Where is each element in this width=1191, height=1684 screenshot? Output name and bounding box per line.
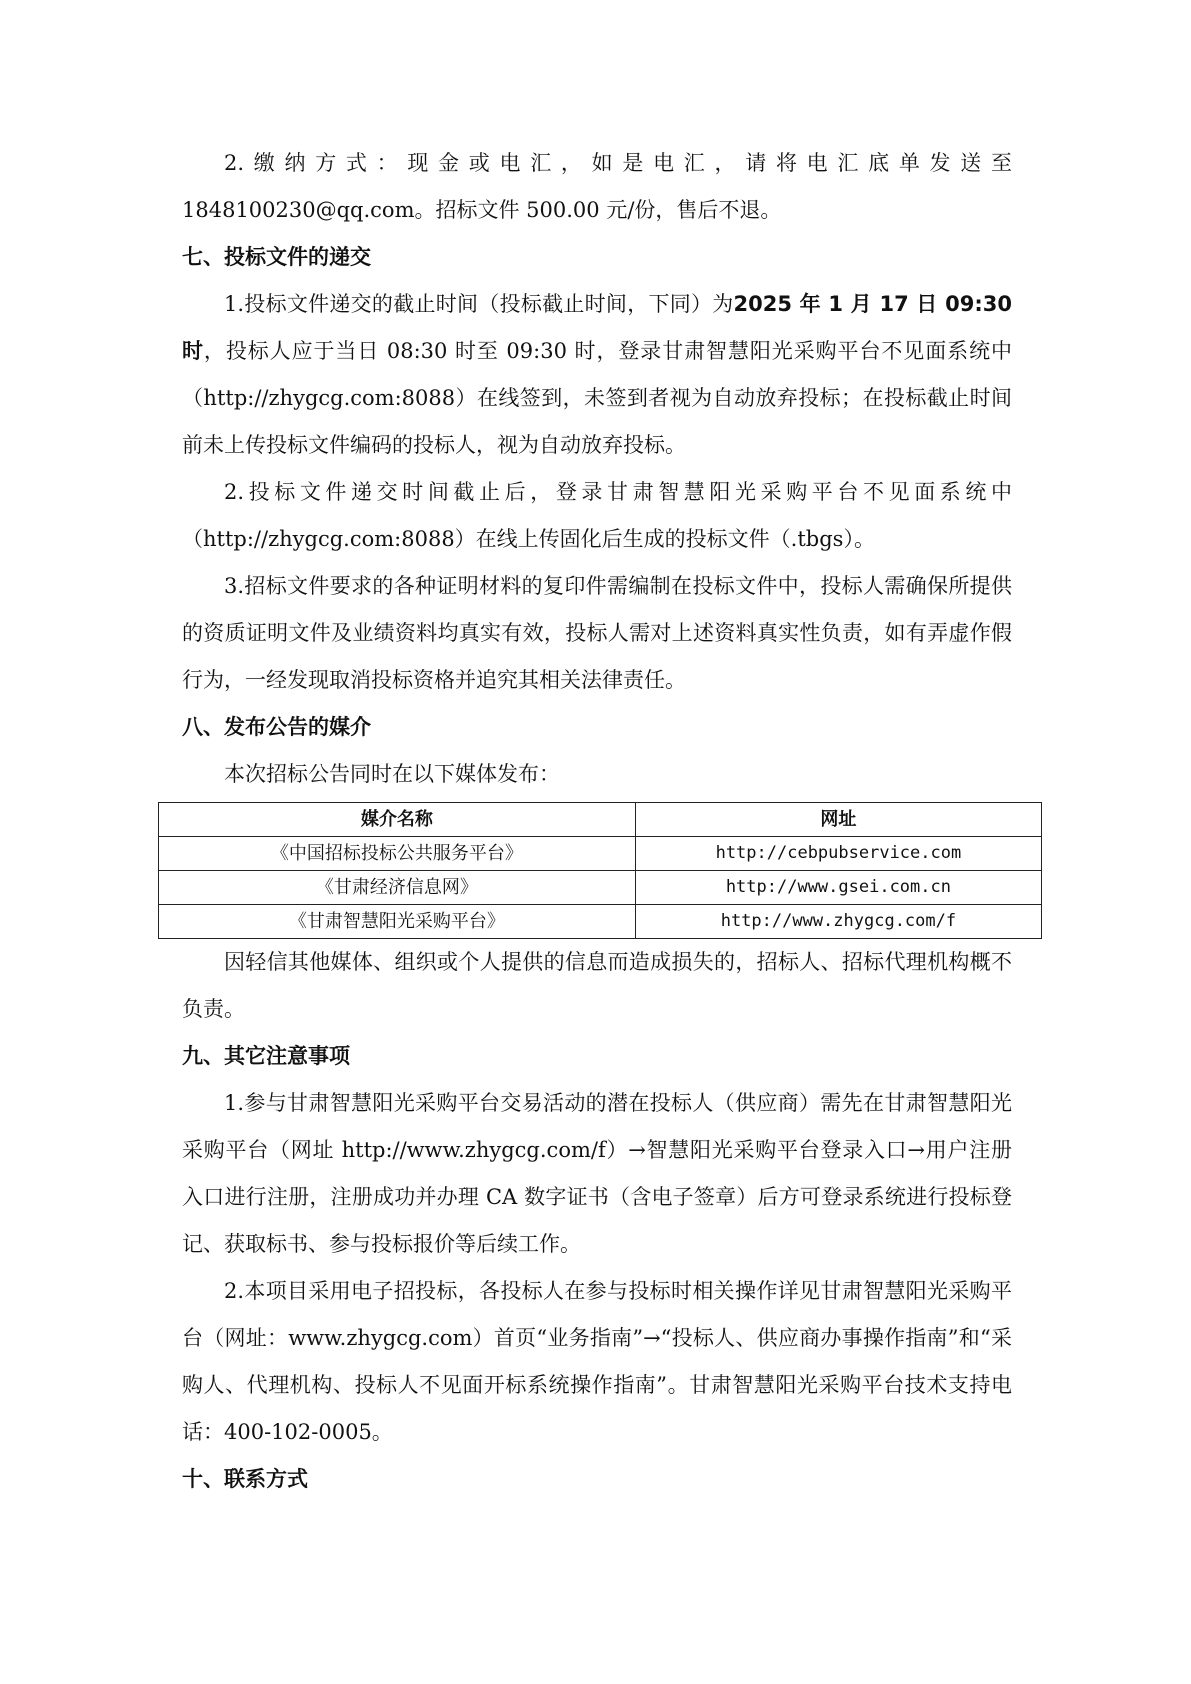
table-row (159, 905, 1042, 939)
section-9-paragraph-1: 1.参与甘肃智慧阳光采购平台交易活动的潜在投标人（供应商）需先在甘肃智慧阳光采购平台（网址 http://www.zhygcg.com/f）→智慧阳光采购平台登录入口→用户注册入口进行注册，注册成功并办理 CA 数字证书（含电子签章）后方可登录系统进行投标登记、获取标书、参与投标报价等后续工作。 (182, 1091, 1012, 1256)
section-7-paragraph-2: 2.投标文件递交时间截止后，登录甘肃智慧阳光采购平台不见面系统中（http://zhygcg.com:8088）在线上传固化后生成的投标文件（.tbgs）。 (182, 480, 1012, 551)
disclaimer-paragraph: 因轻信其他媒体、组织或个人提供的信息而造成损失的，招标人、招标代理机构概不负责。 (182, 950, 1012, 1021)
media-url-cell: http://cebpubservice.com (635, 837, 1041, 871)
document-body (182, 140, 1012, 1503)
deadline-date: 2025 年 1 月 17 日 09:30 时 (182, 292, 1012, 363)
deadline-text-rest: ，投标人应于当日 08:30 时至 09:30 时，登录甘肃智慧阳光采购平台不见面系统中（http://zhygcg.com:8088）在线签到，未签到者视为自动放弃投标；在投标截止时间前未上传投标文件编码的投标人，视为自动放弃投标。 (182, 339, 1012, 457)
section-9-paragraph-2: 2.本项目采用电子招投标，各投标人在参与投标时相关操作详见甘肃智慧阳光采购平台（网址：www.zhygcg.com）首页“业务指南”→“投标人、供应商办事操作指南”和“采购人、代理机构、投标人不见面开标系统操作指南”。甘肃智慧阳光采购平台技术支持电话：400-102-0005。 (182, 1279, 1012, 1444)
media-name-cell: 《甘肃经济信息网》 (159, 871, 636, 905)
url-column-header: 网址 (635, 803, 1041, 837)
media-name-cell: 《中国招标投标公共服务平台》 (159, 837, 636, 871)
section-10-heading: 十、联系方式 (182, 1467, 308, 1491)
table-row (159, 837, 1042, 871)
media-table-header-row (159, 803, 1042, 837)
media-table (158, 802, 1042, 939)
table-row (159, 871, 1042, 905)
media-url-cell: http://www.zhygcg.com/f (635, 905, 1041, 939)
media-url-cell: http://www.gsei.com.cn (635, 871, 1041, 905)
payment-method-paragraph: 2.缴纳方式：现金或电汇，如是电汇，请将电汇底单发送至 1848100230@qq.com。招标文件 500.00 元/份，售后不退。 (182, 151, 1012, 222)
section-7-paragraph-3: 3.招标文件要求的各种证明材料的复印件需编制在投标文件中，投标人需确保所提供的资质证明文件及业绩资料均真实有效，投标人需对上述资料真实性负责，如有弄虚作假行为，一经发现取消投标资格并追究其相关法律责任。 (182, 574, 1012, 692)
section-7-heading: 七、投标文件的递交 (182, 245, 371, 269)
section-9-heading: 九、其它注意事项 (182, 1044, 350, 1068)
section-7-paragraph-1 (182, 281, 1012, 469)
media-name-column-header: 媒介名称 (159, 803, 636, 837)
section-8-heading: 八、发布公告的媒介 (182, 715, 371, 739)
deadline-text-intro: 1.投标文件递交的截止时间（投标截止时间，下同）为 (224, 292, 734, 316)
media-name-cell: 《甘肃智慧阳光采购平台》 (159, 905, 636, 939)
media-intro: 本次招标公告同时在以下媒体发布： (224, 762, 560, 786)
